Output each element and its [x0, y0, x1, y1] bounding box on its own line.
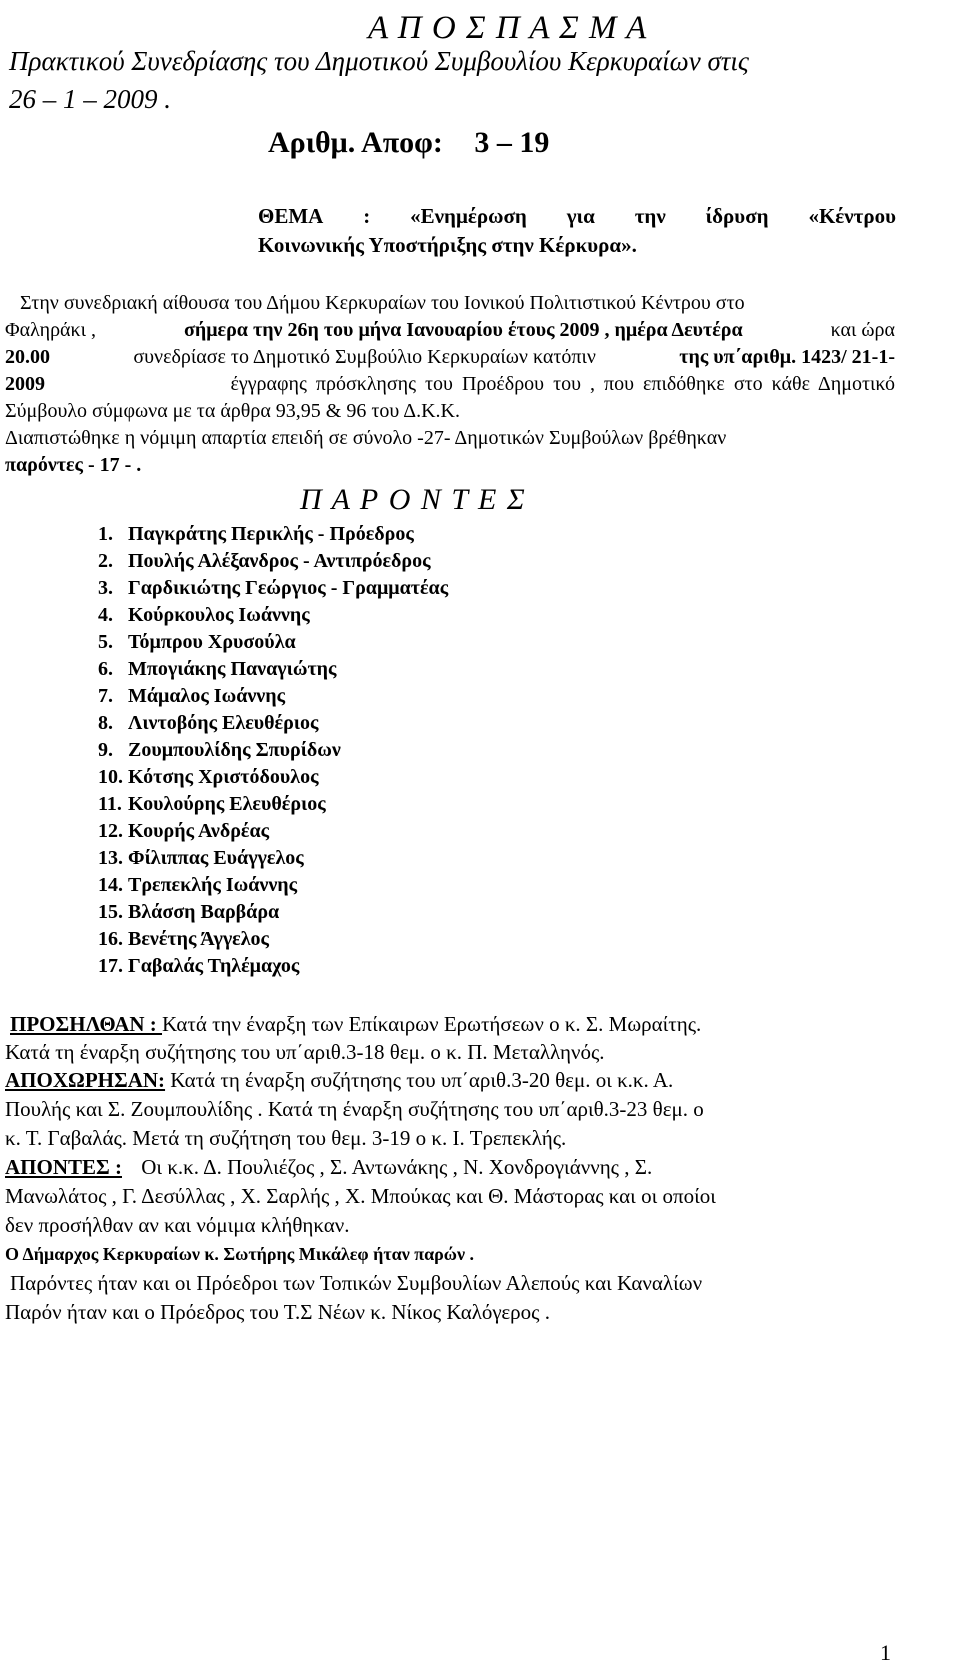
list-item: 1. Παγκράτης Περικλής - Πρόεδρος	[98, 523, 414, 545]
arrived-label: ΠΡΟΣΗΛΘΑΝ :	[10, 1012, 163, 1036]
list-item: 10. Κότσης Χριστόδουλος	[98, 766, 319, 788]
left-line	[5, 1068, 673, 1093]
subject-line-2: Κοινωνικής Υποστήριξης στην Κέρκυρα».	[258, 233, 637, 257]
document-date: 26 – 1 – 2009 .	[9, 84, 171, 114]
absent-line	[5, 1155, 652, 1180]
list-item: 17. Γαβαλάς Τηλέμαχος	[98, 955, 300, 977]
arrived-text: Κατά την έναρξη των Επίκαιρων Ερωτήσεων ο κ. Σ. Μωραίτης.	[162, 1012, 702, 1036]
intro-text-bold: σήμερα την 26η του μήνα Ιανουαρίου έτους 2009 , ημέρα Δευτέρα	[183, 319, 743, 341]
list-item: 4. Κούρκουλος Ιωάννης	[98, 604, 310, 626]
left-label: ΑΠΟΧΩΡΗΣΑΝ:	[5, 1068, 166, 1092]
arrived-line	[10, 1012, 701, 1037]
decision-label: Αριθμ. Αποφ:	[268, 126, 443, 159]
left-text: Κατά τη έναρξη συζήτησης του υπ΄αριθ.3-20 θεμ. οι κ.κ. Α.	[170, 1068, 674, 1092]
subject-word: ίδρυση	[705, 204, 769, 228]
intro-text-bold: 2009	[5, 373, 45, 395]
list-item: 12. Κουρής Ανδρέας	[98, 820, 270, 842]
left-line-2: Πουλής και Σ. Ζουμπουλίδης . Κατά τη έναρξη συζήτησης του υπ΄αριθ.3-23 θεμ. ο	[5, 1097, 704, 1121]
document-title: Α Π Ο Σ Π Α Σ Μ Α	[368, 10, 647, 46]
arrived-line-2: Κατά τη έναρξη συζήτησης του υπ΄αριθ.3-18 θεμ. ο κ. Π. Μεταλληνός.	[5, 1040, 605, 1064]
list-item: 5. Τόμπρου Χρυσούλα	[98, 631, 296, 653]
absent-line-2: Μανωλάτος , Γ. Δεσύλλας , Χ. Σαρλής , Χ. Μπούκας και Θ. Μάστορας και οι οποίοι	[5, 1184, 716, 1208]
list-item: 15. Βλάσση Βαρβάρα	[98, 901, 280, 923]
intro-line: Διαπιστώθηκε η νόμιμη απαρτία επειδή σε σύνολο -27- Δημοτικών Συμβούλων βρέθηκαν	[5, 427, 727, 449]
intro-line: Στην συνεδριακή αίθουσα του Δήμου Κερκυραίων του Ιονικού Πολιτιστικού Κέντρου στο	[20, 292, 745, 314]
intro-line	[5, 319, 895, 342]
intro-text-bold: της υπ΄αριθμ. 1423/ 21-1-	[679, 346, 895, 368]
list-item: 16. Βενέτης Άγγελος	[98, 928, 269, 950]
list-item: 9. Ζουμπουλίδης Σπυρίδων	[98, 739, 341, 761]
intro-text: και ώρα	[830, 319, 895, 341]
intro-line: Σύμβουλο σύμφωνα με τα άρθρα 93,95 & 96 του Δ.Κ.Κ.	[5, 400, 460, 422]
intro-text: έγγραφης πρόσκλησης του Προέδρου του , που επιδόθηκε στο κάθε Δημοτικό	[230, 373, 895, 395]
subject-word: την	[634, 204, 666, 228]
absent-line-3: δεν προσήλθαν αν και νόμιμα κλήθηκαν.	[5, 1213, 350, 1237]
list-item: 2. Πουλής Αλέξανδρος - Αντιπρόεδρος	[98, 550, 431, 572]
subject-word: :	[363, 204, 371, 228]
list-item: 7. Μάμαλος Ιωάννης	[98, 685, 286, 707]
subject-word: ΘΕΜΑ	[258, 204, 324, 228]
decision-value: 3 – 19	[474, 126, 550, 159]
list-item: 13. Φίλιππας Ευάγγελος	[98, 847, 304, 869]
present-title: Π Α Ρ Ο Ν Τ Ε Σ	[300, 483, 525, 516]
absent-label: ΑΠΟΝΤΕΣ :	[5, 1155, 122, 1179]
absent-text: Οι κ.κ. Δ. Πουλιέζος , Σ. Αντωνάκης , Ν. Χονδρογιάννης , Σ.	[141, 1155, 653, 1179]
presidents-line: Παρόντες ήταν και οι Πρόεδροι των Τοπικών Συμβουλίων Αλεπούς και Καναλίων	[10, 1271, 703, 1295]
subject-line	[258, 204, 896, 229]
intro-line	[5, 373, 895, 396]
intro-text: συνεδρίασε το Δημοτικό Συμβούλιο Κερκυραίων κατόπιν	[133, 346, 596, 368]
page-number: 1	[880, 1640, 891, 1665]
subject-word: για	[566, 204, 595, 228]
nea-line: Παρόν ήταν και ο Πρόεδρος του Τ.Σ Νέων κ. Νίκος Καλόγερος .	[5, 1300, 550, 1324]
decision-number	[268, 126, 549, 160]
intro-text: Φαληράκι ,	[5, 319, 96, 341]
mayor-line: Ο Δήμαρχος Κερκυραίων κ. Σωτήρης Μικάλεφ ήταν παρών .	[5, 1244, 474, 1264]
list-item: 14. Τρεπεκλής Ιωάννης	[98, 874, 298, 896]
subject-word: «Κέντρου	[808, 204, 896, 228]
intro-line	[5, 346, 895, 369]
intro-text-bold: 20.00	[5, 346, 50, 368]
list-item: 3. Γαρδικιώτης Γεώργιος - Γραμματέας	[98, 577, 449, 599]
left-line-3: κ. Τ. Γαβαλάς. Μετά τη συζήτηση του θεμ. 3-19 ο κ. Ι. Τρεπεκλής.	[5, 1126, 567, 1150]
intro-line: παρόντες - 17 - .	[5, 454, 142, 476]
subject-word: «Ενημέρωση	[410, 204, 527, 228]
list-item: 11. Κουλούρης Ελευθέριος	[98, 793, 326, 815]
document-subtitle: Πρακτικού Συνεδρίασης του Δημοτικού Συμβουλίου Κερκυραίων στις	[9, 46, 749, 76]
list-item: 8. Λιντοβόης Ελευθέριος	[98, 712, 319, 734]
list-item: 6. Μπογιάκης Παναγιώτης	[98, 658, 337, 680]
